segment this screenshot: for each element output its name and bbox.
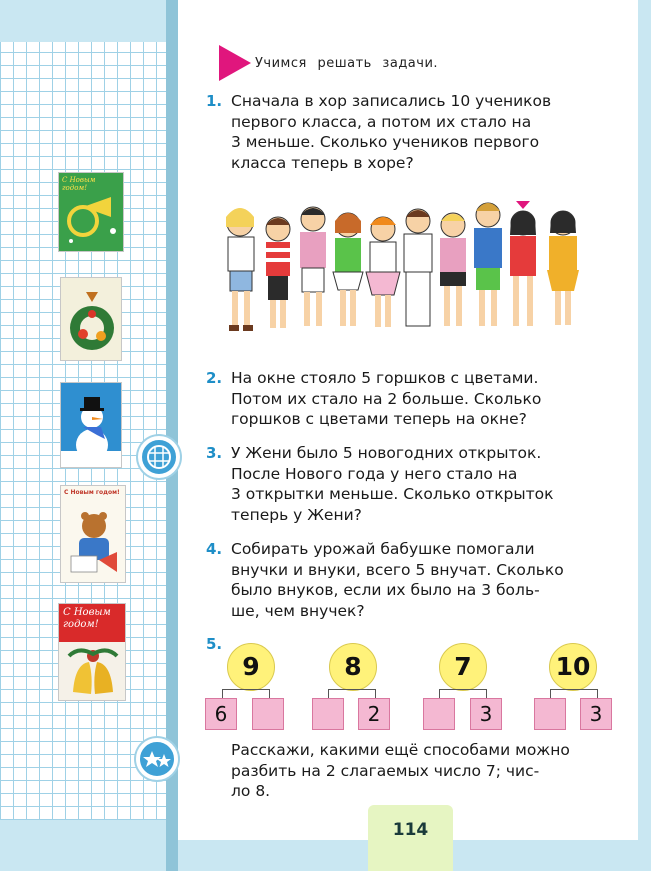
task-number: 1. (206, 92, 223, 110)
task-line: первого класса, а потом их стало на (231, 112, 532, 131)
postcard-bells (58, 603, 126, 701)
task-number: 2. (206, 369, 223, 387)
grid-tool-button[interactable] (138, 436, 180, 478)
bear-illustration (61, 500, 126, 582)
task-line: горшков с цветами теперь на окне? (231, 410, 527, 428)
number-box[interactable]: 3 (470, 698, 502, 730)
stars-button[interactable] (136, 738, 178, 780)
task-line: На окне стояло 5 горшков с цветами. (231, 369, 539, 387)
task-line: Сначала в хор записались 10 учеников (231, 92, 552, 110)
task-line: ше, чем внучек? (231, 601, 365, 620)
task-line: разбить на 2 слагаемых число 7; чис- (231, 761, 540, 780)
child-6 (404, 209, 432, 326)
task-line: У Жени было 5 новогодних открыток. (231, 444, 542, 462)
grid-top-margin (0, 0, 183, 42)
grid-bottom-margin (0, 820, 183, 871)
task-text (231, 539, 614, 621)
postcard-snowman (60, 382, 122, 468)
task-text (231, 368, 614, 430)
number-box[interactable]: 3 (580, 698, 612, 730)
stars-icon (140, 742, 174, 776)
number-box[interactable]: 2 (358, 698, 390, 730)
grid-icon (142, 440, 176, 474)
choir-children-illustration (218, 185, 598, 345)
task-line: было внуков, если их было на 3 боль- (231, 581, 540, 599)
task-number: 5. (206, 635, 223, 653)
number-box[interactable]: 6 (205, 698, 237, 730)
task-number: 4. (206, 540, 223, 558)
child-10 (547, 211, 579, 325)
task-line: ло 8. (231, 782, 271, 800)
postcard-caption: С Новым годом! (64, 489, 120, 496)
number-box[interactable] (252, 698, 284, 730)
wreath-illustration (61, 278, 122, 361)
number-circle: 10 (549, 643, 597, 691)
child-4 (333, 213, 363, 326)
bells-illustration (59, 642, 126, 701)
task-text (231, 443, 614, 525)
task-number: 3. (206, 444, 223, 462)
page-number: 114 (392, 820, 429, 840)
child-7 (440, 213, 466, 326)
task-line: Расскажи, какими ещё способами можно (231, 741, 570, 759)
task-line: 3 открытки меньше. Сколько открыток (231, 485, 554, 503)
child-8 (474, 203, 502, 326)
section-title: Учимся решать задачи. (255, 56, 439, 71)
postcard-horn (58, 172, 124, 252)
right-margin (638, 0, 651, 871)
number-box[interactable] (423, 698, 455, 730)
task-text (231, 740, 614, 802)
number-circle: 8 (329, 643, 377, 691)
horn-illustration (59, 191, 124, 251)
number-box[interactable] (312, 698, 344, 730)
child-2 (266, 217, 290, 328)
task-line: 3 меньше. Сколько учеников первого (231, 133, 540, 151)
child-9 (510, 201, 536, 326)
task-line: Собирать урожай бабушке помогали (231, 540, 535, 558)
postcard-caption: С Новым годом! (62, 176, 96, 192)
task-line: теперь у Жени? (231, 505, 362, 524)
snowman-illustration (61, 383, 122, 468)
task-line: Потом их стало на 2 больше. Сколько (231, 389, 542, 408)
postcard-caption: С Новым годом! (63, 607, 111, 630)
child-5 (366, 217, 400, 327)
number-circle: 9 (227, 643, 275, 691)
task-line: внучки и внуки, всего 5 внучат. Сколько (231, 560, 564, 579)
child-3 (300, 207, 326, 326)
task-line: После Нового года у него стало на (231, 464, 518, 483)
number-box[interactable] (534, 698, 566, 730)
postcard-bear (60, 485, 126, 583)
task-text (231, 91, 614, 173)
number-circle: 7 (439, 643, 487, 691)
child-1 (226, 208, 254, 331)
task-line: класса теперь в хоре? (231, 153, 414, 172)
postcard-wreath (60, 277, 122, 361)
header-marker-icon (219, 45, 251, 81)
